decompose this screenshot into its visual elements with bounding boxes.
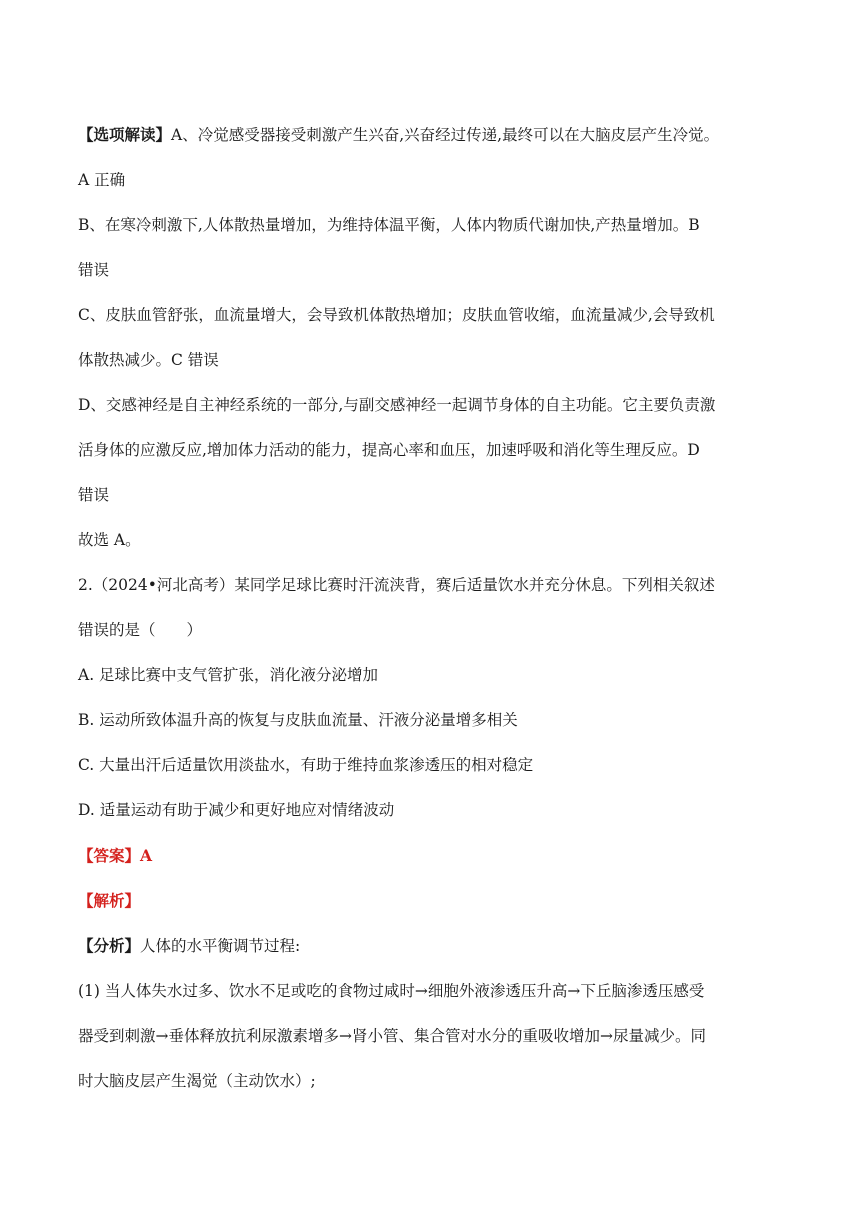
question-option-b: B. 运动所致体温升高的恢复与皮肤血流量、汗液分泌量增多相关 bbox=[78, 711, 518, 729]
question-stem: 2.（2024•河北高考）某同学足球比赛时汗流浃背，赛后适量饮水并充分休息。下列相关叙述 bbox=[78, 576, 715, 594]
text-line: 错误 bbox=[78, 486, 110, 504]
text-line: 体散热减少。C 错误 bbox=[78, 351, 219, 369]
answer-line bbox=[78, 833, 784, 878]
text-line: 故选 A。 bbox=[78, 531, 141, 549]
text-line: 器受到刺激→垂体释放抗利尿激素增多→肾小管、集合管对水分的重吸收增加→尿量减少。同 bbox=[78, 1027, 706, 1045]
question-stem: 错误的是（ ） bbox=[78, 621, 203, 639]
text-line: (1) 当人体失水过多、饮水不足或吃的食物过咸时→细胞外液渗透压升高→下丘脑渗透压感受 bbox=[78, 982, 705, 1000]
option-reading-line bbox=[78, 112, 784, 158]
text-line: C、皮肤血管舒张，血流量增大，会导致机体散热增加；皮肤血管收缩，血流量减少,会导致机 bbox=[78, 306, 715, 324]
analysis-tag: 【解析】 bbox=[78, 891, 141, 910]
text-line: D、交感神经是自主神经系统的一部分,与副交感神经一起调节身体的自主功能。它主要负责激 bbox=[78, 396, 716, 414]
document-body bbox=[78, 112, 784, 1104]
analysis-subtag: 【分析】 bbox=[78, 936, 141, 955]
question-option-c: C. 大量出汗后适量饮用淡盐水，有助于维持血浆渗透压的相对稳定 bbox=[78, 756, 534, 774]
question-option-d: D. 适量运动有助于减少和更好地应对情绪波动 bbox=[78, 801, 395, 819]
option-reading-tag: 【选项解读】 bbox=[78, 125, 172, 144]
text-line: A 正确 bbox=[78, 171, 126, 189]
answer-value: A bbox=[140, 846, 153, 865]
text-line: 错误 bbox=[78, 261, 110, 279]
answer-tag: 【答案】 bbox=[78, 846, 141, 865]
text-line: 活身体的应激反应,增加体力活动的能力，提高心率和血压，加速呼吸和消化等生理反应。D bbox=[78, 441, 700, 459]
analysis-text: 人体的水平衡调节过程: bbox=[140, 937, 301, 955]
text-line: B、在寒冷刺激下,人体散热量增加，为维持体温平衡，人体内物质代谢加快,产热量增加。B bbox=[78, 216, 700, 234]
text-line: 时大脑皮层产生渴觉（主动饮水）; bbox=[78, 1072, 316, 1090]
option-reading-text: A、冷觉感受器接受刺激产生兴奋,兴奋经过传递,最终可以在大脑皮层产生冷觉。 bbox=[171, 126, 720, 144]
analysis-line bbox=[78, 923, 784, 969]
question-option-a: A. 足球比赛中支气管扩张，消化液分泌增加 bbox=[78, 666, 379, 684]
